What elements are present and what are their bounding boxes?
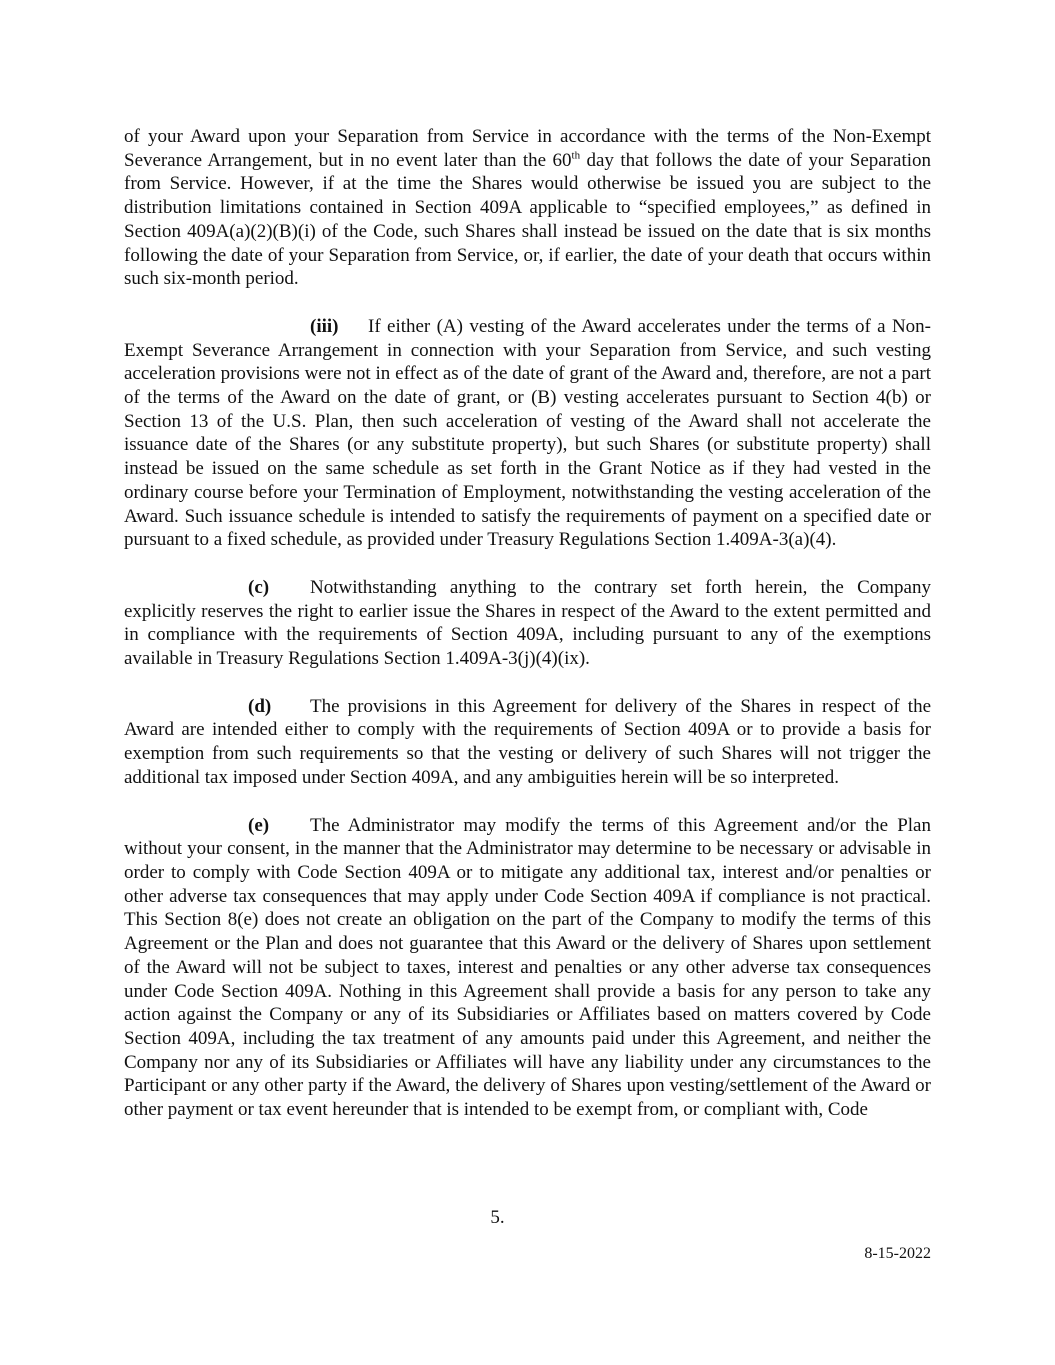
paragraph-c — [124, 576, 931, 671]
paragraph-d — [124, 695, 931, 790]
paragraph-continuation — [124, 125, 931, 291]
document-body — [124, 125, 931, 1146]
ordinal-superscript: th — [571, 149, 581, 162]
paragraph-e — [124, 814, 931, 1122]
page-number: 5. — [490, 1207, 505, 1228]
paragraph-iii — [124, 315, 931, 552]
section-label: (c) — [248, 576, 270, 598]
paragraph-text: of your Award upon your Separation from Service in accordance with the terms of the Non-Exempt Severance Arrangement, but in no event later than the 60 — [124, 126, 931, 171]
paragraph-text: Notwithstanding anything to the contrary set forth herein, the Company explicitly reserves the right to earlier issue the Shares in respect of the Award to the extent permitted and in compliance with the requirements of Section 409A, including pursuant to any of the exemptions available in Treasury Regulations Section 1.409A-3(j)(4)(ix). — [124, 576, 931, 670]
section-label: (d) — [248, 695, 272, 717]
section-label: (iii) — [310, 315, 339, 337]
paragraph-text: day that follows the date of your Separation from Service. However, if at the time the Shares would otherwise be issued you are subject to the distribution limitations contained in Section 409A applicable to “specified employees,” as defined in Section 409A(a)(2)(B)(i) of the Code, such Shares shall instead be issued on the date that is six months following the date of your Separation from Service, or, if earlier, the date of your death that occurs within such six-month period. — [124, 149, 931, 290]
paragraph-text: The Administrator may modify the terms of this Agreement and/or the Plan without your consent, in the manner that the Administrator may determine to be necessary or advisable in order to comply with Code Section 409A or to mitigate any additional tax, interest and/or penalties or other adverse tax consequences that may apply under Code Section 409A if compliance is not practical. This Section 8(e) does not create an obligation on the part of the Company to modify the terms of this Agreement or the Plan and does not guarantee that this Award or the delivery of Shares upon settlement of the Award will not be subject to taxes, interest and penalties or any other adverse tax consequences under Code Section 409A. Nothing in this Agreement shall provide a basis for any person to take any action against the Company or any of its Subsidiaries or Affiliates based on matters covered by Code Section 409A, including the tax treatment of any amounts paid under this Agreement, and neither the Company nor any of its Subsidiaries or Affiliates will have any liability under any circumstances to the Participant or any other party if the Award, the delivery of Shares upon vesting/settlement of the Award or other payment or tax event hereunder that is intended to be exempt from, or compliant with, Code — [124, 814, 931, 1121]
footer-date: 8-15-2022 — [864, 1245, 931, 1262]
section-label: (e) — [248, 814, 270, 836]
paragraph-text: If either (A) vesting of the Award accelerates under the terms of a Non-Exempt Severance Arrangement in connection with your Separation from Service, and such vesting acceleration provisions were not in effect as of the date of grant of the Award and, therefore, are not a part of the terms of the Award on the date of grant, or (B) vesting accelerates pursuant to Section 4(b) or Section 13 of the U.S. Plan, then such acceleration of vesting of the Award shall not accelerate the issuance date of the Shares (or any substitute property), but such Shares (or substitute property) shall instead be issued on the same schedule as set forth in the Grant Notice as if they had vested in the ordinary course before your Termination of Employment, notwithstanding the vesting acceleration of the Award. Such issuance schedule is intended to satisfy the requirements of payment on a specified date or pursuant to a fixed schedule, as provided under Treasury Regulations Section 1.409A-3(a)(4). — [124, 315, 931, 551]
paragraph-text: The provisions in this Agreement for delivery of the Shares in respect of the Award are intended either to comply with the requirements of Section 409A or to provide a basis for exemption from such requirements so that the vesting or delivery of such Shares will not trigger the additional tax imposed under Section 409A, and any ambiguities herein will be so interpreted. — [124, 695, 931, 788]
